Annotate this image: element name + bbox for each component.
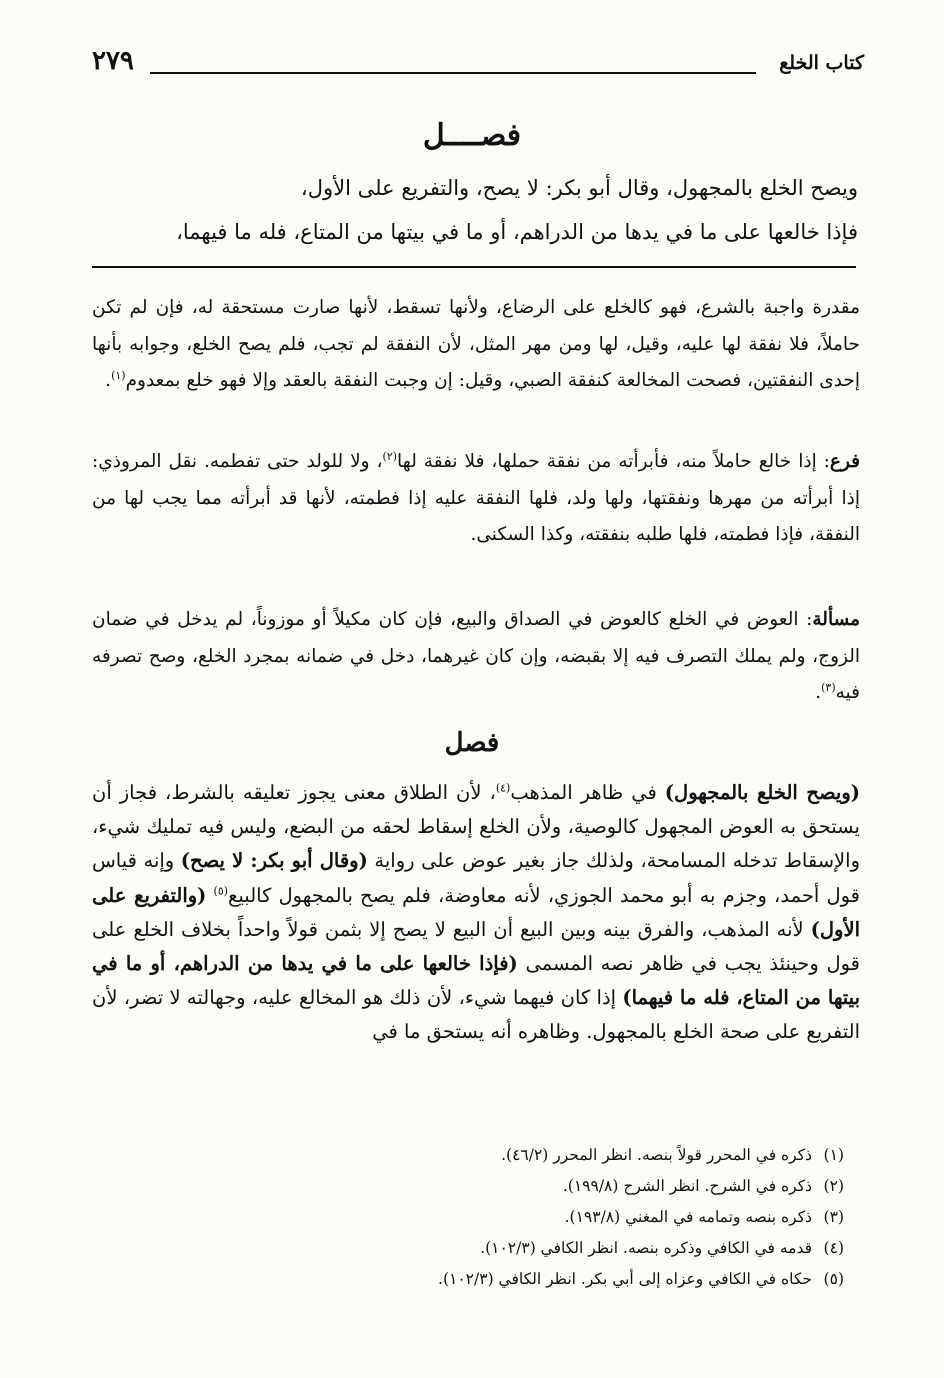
matn-separator bbox=[92, 266, 856, 268]
footnote-number: (٣) bbox=[823, 1208, 844, 1226]
para-1-text: مقدرة واجبة بالشرع، فهو كالخلع على الرضاع، ولأنها تسقط، لأنها صارت مستحقة له، فإن لم تكن حاملاً، فلا نفقة لها عليه، وقيل، لها ومن مهر المثل، لأن النفقة لم تجب، فلم يصح الخلع، وجوابه بأنها إحدى النفقتين، فصحت المخالعة كنفقة الصبي، وقيل: إن وجبت النفقة بالعقد وإلا فهو خلع بمعدوم bbox=[92, 297, 860, 391]
footnote-ref-5: (٥) bbox=[213, 884, 229, 898]
para-3-end: . bbox=[815, 682, 822, 703]
para-3-text: : العوض في الخلع كالعوض في الصداق والبيع، فإن كان مكيلاً أو موزوناً، لم يدخل في ضمان الزوج، ولم يملك التصرف فيه إلا بقبضه، وإن كان غيرهما، دخل في ضمانه بمجرد الخلع، وصح تصرفه فيه bbox=[92, 609, 860, 703]
para-2-lead: فرع bbox=[829, 451, 860, 472]
footnote-number: (٤) bbox=[823, 1239, 844, 1257]
footnote-text: قدمه في الكافي وذكره بنصه. انظر الكافي (١٠٢/٣). bbox=[480, 1239, 812, 1257]
para-4-t6: إذا كان فيهما شيء، لأن ذلك هو المخالع عليه، وجهالته لا تضر، لأن التفريع على صحة الخلع بالمجهول. وظاهره أنه يستحق ما في bbox=[92, 986, 860, 1044]
para-1-end: . bbox=[105, 370, 112, 391]
para-4-t3: وإنه قياس قول أحمد، وجزم به أبو محمد الجوزي، لأنه معاوضة، فلم يصح بالمجهول كالبيع bbox=[92, 849, 861, 907]
footnote bbox=[150, 1140, 844, 1171]
footnote bbox=[150, 1202, 844, 1233]
header-rule bbox=[150, 72, 756, 74]
para-3-lead: مسألة bbox=[812, 609, 860, 630]
footnote-text: ذكره بنصه وتمامه في المغني (١٩٣/٨). bbox=[564, 1208, 812, 1226]
footnote-number: (٥) bbox=[823, 1270, 844, 1288]
commentary-paragraph-2 bbox=[92, 444, 860, 554]
quote-matn-2: (وقال أبو بكر: لا يصح) bbox=[180, 849, 368, 873]
footnote-number: (١) bbox=[823, 1146, 844, 1164]
quote-matn-4: (فإذا خالعها على ما في يدها من الدراهم، أو ما في بيتها من المتاع، فله ما فيهما) bbox=[92, 952, 860, 1010]
footnote-ref-4: (٤) bbox=[495, 781, 511, 795]
para-4-t2: ، لأن الطلاق معنى يجوز تعليقه بالشرط، فجاز أن يستحق به العوض المجهول كالوصية، ولأن الخلع إسقاط لحقه من البضع، وليس فيه تمليك شيء، والإسقاط تدخله المسامحة، ولذلك جاز بغير عوض على رواية bbox=[92, 781, 860, 873]
quote-matn-1: (ويصح الخلع بالمجهول) bbox=[664, 781, 860, 804]
footnote-text: حكاه في الكافي وعزاه إلى أبي بكر. انظر الكافي (١٠٢/٣). bbox=[438, 1270, 812, 1288]
para-2-text-a: : إذا خالع حاملاً منه، فأبرأته من نفقة حملها، فلا نفقة لها bbox=[397, 451, 830, 472]
book-title: كتاب الخلع bbox=[779, 52, 864, 74]
matn-line-1: ويصح الخلع بالمجهول، وقال أبو بكر: لا يصح، والتفريع على الأول، bbox=[300, 176, 858, 200]
footnote-ref-3: (٣) bbox=[821, 680, 836, 694]
footnote bbox=[150, 1264, 844, 1295]
footnote bbox=[150, 1171, 844, 1202]
commentary-paragraph-1 bbox=[92, 290, 860, 400]
section-heading-matn: فصــــل bbox=[422, 118, 522, 153]
page-number: ٢٧٩ bbox=[92, 46, 134, 76]
matn-line-2: فإذا خالعها على ما في يدها من الدراهم، أو ما في بيتها من المتاع، فله ما فيهما، bbox=[176, 220, 858, 244]
footnote-text: ذكره في المحرر قولاً بنصه. انظر المحرر (٤٦/٢). bbox=[501, 1146, 812, 1164]
footnote bbox=[150, 1233, 844, 1264]
footnote-ref-1: (١) bbox=[111, 368, 126, 382]
footnote-text: ذكره في الشرح. انظر الشرح (١٩٩/٨). bbox=[562, 1177, 812, 1195]
footnote-ref-2: (٢) bbox=[382, 449, 398, 463]
para-4-t4 bbox=[206, 884, 213, 907]
commentary-paragraph-4 bbox=[92, 776, 860, 1050]
running-header bbox=[92, 44, 864, 84]
para-2-text-b: ، ولا للولد حتى تفطمه. نقل المروذي: إذا أبرأته من مهرها ونفقتها، ولها ولد، فلها النفقة عليه إذا فطمته، لأنها قد أبرأته مما يجب لها من النفقة، فإذا فطمته، فلها طلبه بنفقته، وكذا السكنى. bbox=[92, 451, 860, 545]
para-4-t5: لأنه المذهب، والفرق بينه وبين البيع أن البيع لا يصح إلا بثمن قولاً واحداً بخلاف الخلع على قول وحينئذ يجب في ظاهر نصه المسمى bbox=[92, 917, 861, 976]
footnotes bbox=[150, 1140, 844, 1295]
para-4-t1: في ظاهر المذهب bbox=[510, 781, 665, 804]
footnote-number: (٢) bbox=[823, 1177, 844, 1195]
commentary-paragraph-3 bbox=[92, 602, 860, 712]
quote-matn-3: (والتفريع على الأول) bbox=[92, 883, 860, 941]
section-heading-sharh: فصل bbox=[444, 728, 500, 758]
matn-text bbox=[86, 166, 858, 254]
